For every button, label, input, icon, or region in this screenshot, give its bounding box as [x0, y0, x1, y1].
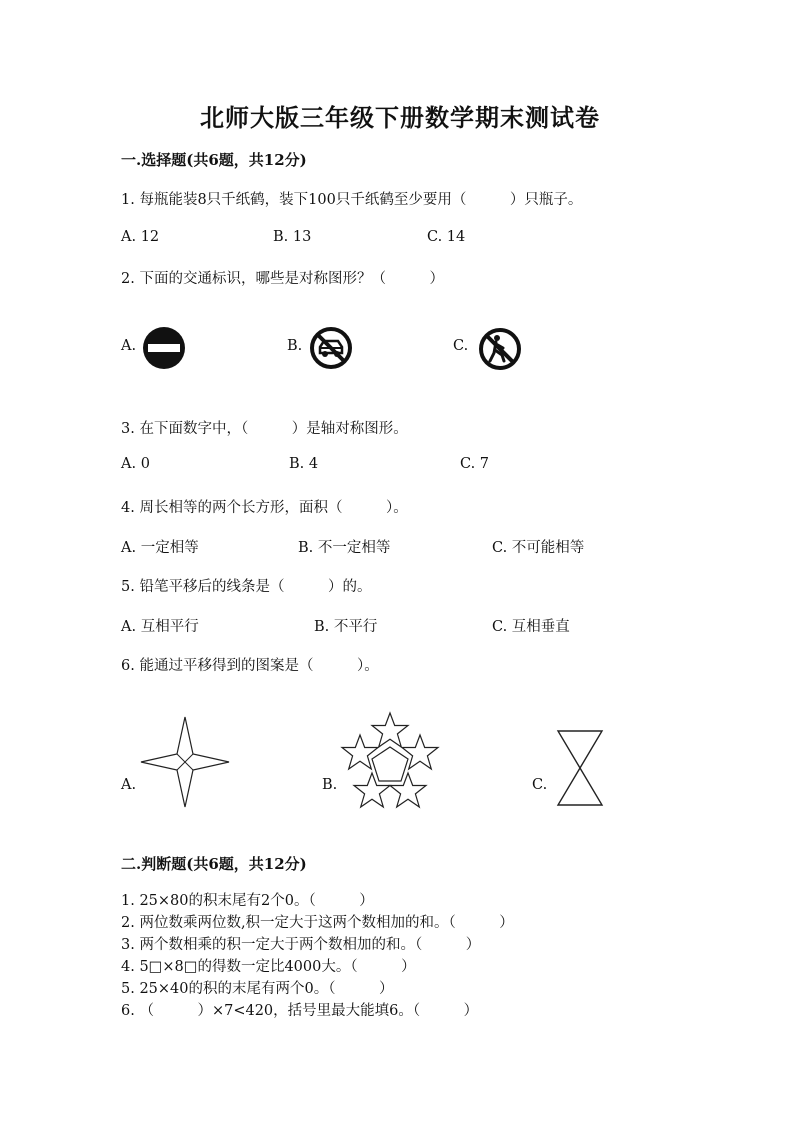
question-6-option-b[interactable]: B. [322, 777, 338, 793]
question-1-option-c[interactable]: C. 14 [427, 229, 466, 245]
question-5-option-c[interactable]: C. 互相垂直 [492, 619, 570, 635]
question-4-option-a[interactable]: A. 一定相等 [121, 540, 199, 556]
judgment-item-4: 4. 5□×8□的得数一定比4000大。（ ） [121, 959, 416, 975]
question-4-option-c[interactable]: C. 不可能相等 [492, 540, 585, 556]
question-4: 4. 周长相等的两个长方形，面积（ ）。 [121, 500, 408, 516]
question-3-option-c[interactable]: C. 7 [460, 456, 490, 472]
question-2-option-a[interactable]: A. [121, 338, 137, 354]
no-motor-vehicle-sign-icon [309, 326, 353, 370]
question-4-option-b[interactable]: B. 不一定相等 [298, 540, 391, 556]
question-1: 1. 每瓶能装8只千纸鹤，装下100只千纸鹤至少要用（ ）只瓶子。 [121, 192, 583, 208]
page-title: 北师大版三年级下册数学期末测试卷 [200, 103, 600, 132]
judgment-item-5: 5. 25×40的积的末尾有两个0。（ ） [121, 981, 394, 997]
no-pedestrian-sign-icon [478, 327, 522, 371]
four-point-star-icon [139, 715, 231, 809]
question-6-option-c[interactable]: C. [532, 777, 548, 793]
star-ring-icon [342, 711, 438, 807]
question-5: 5. 铅笔平移后的线条是（ ）的。 [121, 579, 372, 595]
question-2-option-c[interactable]: C. [453, 338, 469, 354]
judgment-item-6: 6. （ ）×7<420，括号里最大能填6。（ ） [121, 1003, 479, 1019]
section-heading-choice: 一.选择题(共6题，共12分) [121, 151, 307, 169]
question-3-option-b[interactable]: B. 4 [289, 456, 319, 472]
question-5-option-a[interactable]: A. 互相平行 [121, 619, 199, 635]
question-3-option-a[interactable]: A. 0 [121, 456, 150, 472]
hourglass-triangles-icon [557, 730, 603, 806]
judgment-item-1: 1. 25×80的积末尾有2个0。（ ） [121, 893, 374, 909]
question-6: 6. 能通过平移得到的图案是（ ）。 [121, 658, 379, 674]
judgment-item-3: 3. 两个数相乘的积一定大于两个数相加的和。（ ） [121, 937, 481, 953]
question-2-option-b[interactable]: B. [287, 338, 303, 354]
question-1-option-a[interactable]: A. 12 [121, 229, 160, 245]
question-3: 3. 在下面数字中，（ ）是轴对称图形。 [121, 421, 408, 437]
no-entry-sign-icon [142, 326, 186, 370]
section-heading-judgment: 二.判断题(共6题，共12分) [121, 855, 307, 873]
question-6-option-a[interactable]: A. [121, 777, 137, 793]
question-2: 2. 下面的交通标识，哪些是对称图形？（ ） [121, 271, 444, 287]
question-5-option-b[interactable]: B. 不平行 [314, 619, 378, 635]
question-1-option-b[interactable]: B. 13 [273, 229, 312, 245]
judgment-item-2: 2. 两位数乘两位数,积一定大于这两个数相加的和。（ ） [121, 915, 514, 931]
